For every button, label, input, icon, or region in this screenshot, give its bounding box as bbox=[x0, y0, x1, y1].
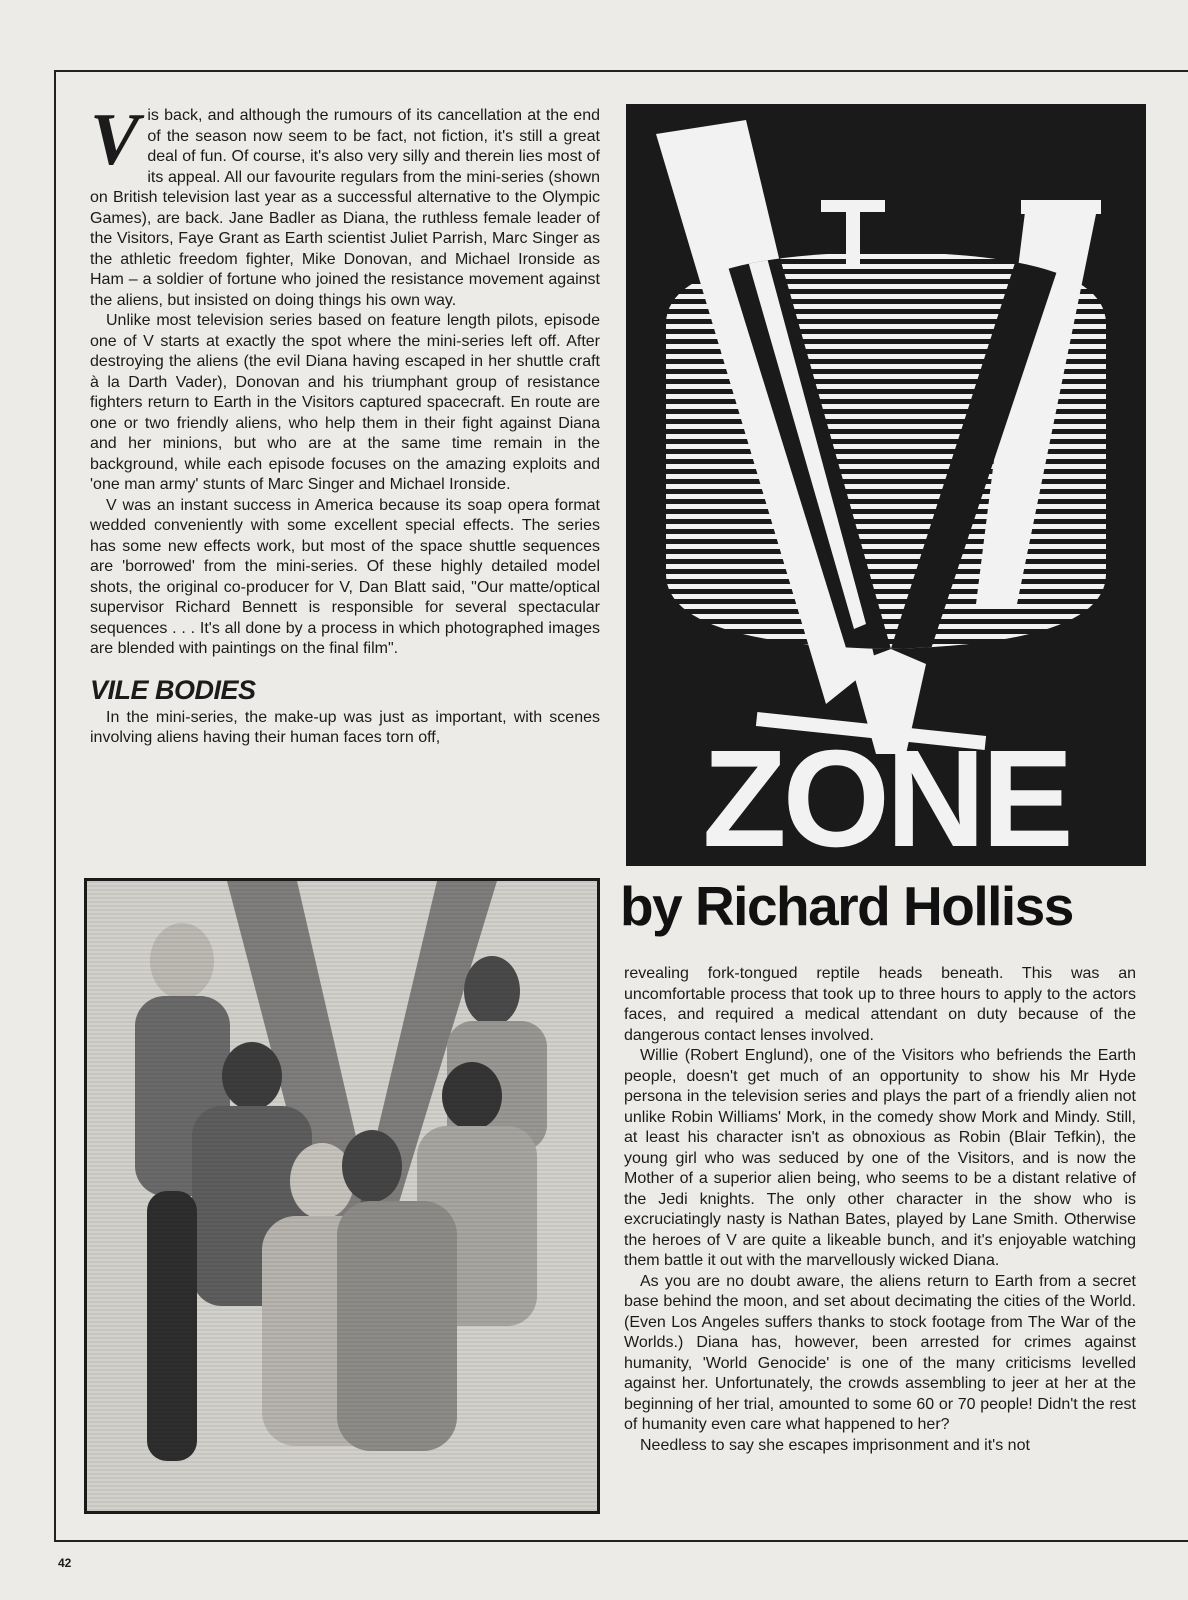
v-zone-logo bbox=[626, 104, 1146, 866]
paragraph-7: As you are no doubt aware, the aliens return to Earth from a secret base behind the moon, and set about decimating the cities of the World. (Even Los Angeles suffers thanks to stock footage from The War of the Worlds.) Diana has, however, been arrested for crimes against humanity, 'World Genocide' is one of the many criticisms levelled against her. Unfortunately, the crowds assembling to jeer at her at the beginning of her trial, amounted to some 60 or 70 people! Didn't the rest of humanity even care what happened to her? bbox=[624, 1272, 1136, 1433]
cast-photo bbox=[84, 878, 600, 1514]
cast-photo-illustration bbox=[87, 881, 597, 1511]
paragraph-2: Unlike most television series based on feature length pilots, episode one of V starts at exactly the spot where the mini-series left off. After destroying the aliens (the evil Diana having escaped in her shuttle craft à la Darth Vader), Donovan and his triumphant group of resistance fighters return to Earth in the Visitors captured spacecraft. En route are one or two friendly aliens, who help them in their fight against Diana and her minions, but who are at the same time remain in the background, while each episode focuses on the amazing exploits and 'one man army' stunts of Marc Singer and Michael Ironside. bbox=[90, 312, 600, 493]
page-number: 42 bbox=[58, 1556, 72, 1570]
drop-cap: V bbox=[90, 99, 140, 181]
article-column-1 bbox=[90, 99, 600, 749]
paragraph-3: V was an instant success in America because its soap opera format wedded conveniently with some excellent special effects. The series has some new effects work, but most of the space shuttle sequences are 'borrowed' from the mini-series. Of these highly detailed model shots, the original co-producer for V, Dan Blatt said, "Our matte/optical supervisor Richard Bennett is responsible for several spectacular sequences . . . It's all done by a process in which photographed images are blended with paintings on the final film". bbox=[90, 496, 600, 657]
paragraph-4: In the mini-series, the make-up was just as important, with scenes involving aliens having their human faces torn off, bbox=[90, 708, 600, 746]
article-column-2 bbox=[624, 964, 1136, 1456]
tv-screen-v-icon bbox=[626, 104, 1146, 866]
paragraph-5: revealing fork-tongued reptile heads beneath. This was an uncomfortable process that took up to three hours to apply to the actors faces, and required a medical attendant on duty because of the dangerous contact lenses involved. bbox=[624, 965, 1136, 1044]
subheading: VILE BODIES bbox=[90, 674, 256, 705]
paragraph-1: Vis back, and although the rumours of its cancellation at the end of the season now seem to be fact, not fiction, it's still a great deal of fun. Of course, it's also very silly and therein lies most of its appeal. All our favourite regulars from the mini-series (shown on British television last year as a successful alternative to the Olympic Games), are back. Jane Badler as Diana, the ruthless female leader of the Visitors, Faye Grant as Earth scientist Juliet Parrish, Marc Singer as the athletic freedom fighter, Mike Donovan, and Michael Ironside as Ham – a soldier of fortune who joined the resistance movement against the aliens, but insisted on doing things his own way. bbox=[90, 99, 600, 309]
byline: by Richard Holliss bbox=[620, 875, 1073, 937]
zone-wordmark: ZONE bbox=[702, 722, 1070, 866]
paragraph-8: Needless to say she escapes imprisonment and it's not bbox=[640, 1436, 1030, 1454]
paragraph-6: Willie (Robert Englund), one of the Visitors who befriends the Earth people, doesn't get much of an opportunity to show his Mr Hyde persona in the television series and plays the part of a friendly alien not unlike Robin Williams' Mork, in the comedy show Mork and Mindy. Still, at least his character isn't as obnoxious as Robin (Blair Tefkin), the young girl who was seduced by one of the Visitors, and is now the Mother of a superior alien being, who seems to be a distant relative of the Jedi knights. The only other character in the show who is excruciatingly nasty is Nathan Bates, played by Lane Smith. Otherwise the heroes of V are quite a likeable bunch, and it's enjoyable watching them battle it out with the marvellously wicked Diana. bbox=[624, 1047, 1136, 1269]
